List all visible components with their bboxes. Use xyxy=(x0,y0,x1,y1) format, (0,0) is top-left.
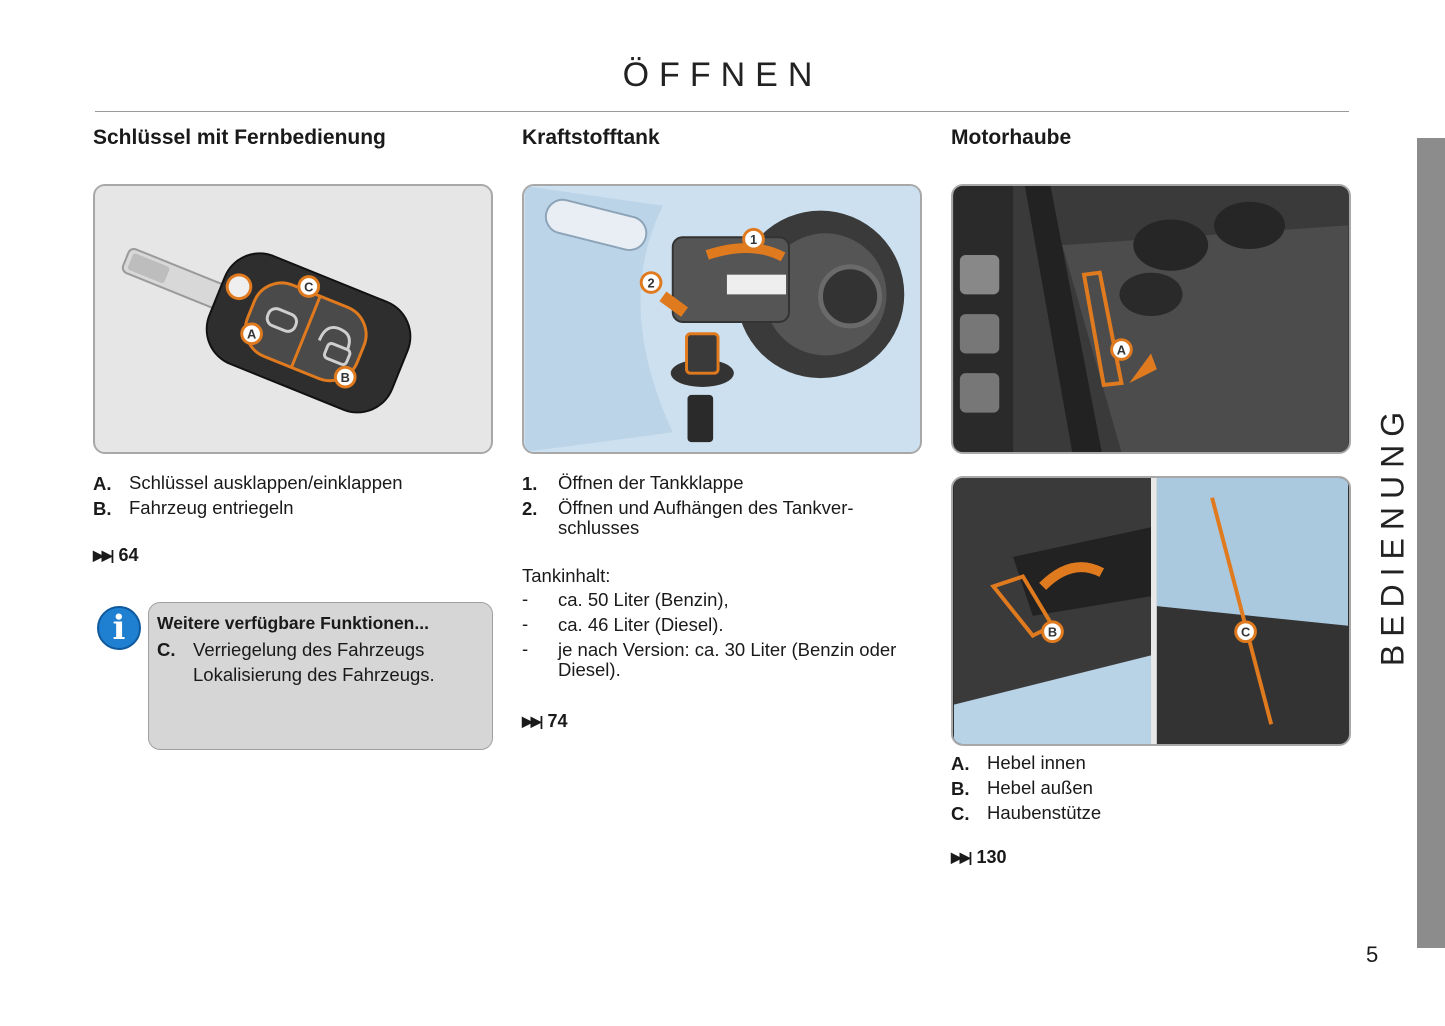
info-box xyxy=(148,602,493,750)
capacity-item: - ca. 46 Liter (Diesel). xyxy=(522,613,724,635)
capacity-title: Tankinhalt: xyxy=(522,565,611,586)
legend-item: C. Haubenstütze xyxy=(951,802,1102,824)
fast-forward-icon: ▶▶| xyxy=(522,713,542,729)
figure-hood-lever-inside xyxy=(951,184,1351,454)
figure-remote-key xyxy=(93,184,493,454)
legend-item: 2. Öffnen und Aufhängen des Tankver-schlusses xyxy=(522,497,854,538)
callout-b: B xyxy=(340,370,350,386)
capacity-item: - ca. 50 Liter (Benzin), xyxy=(522,588,729,610)
column-hood xyxy=(951,126,1353,640)
info-item: C. Verriegelung des Fahrzeugs xyxy=(157,639,425,660)
title-divider xyxy=(95,111,1349,112)
column-fuel xyxy=(522,126,924,291)
page-reference-fuel[interactable]: ▶▶| 74 xyxy=(522,711,568,731)
page-number: 5 xyxy=(1366,942,1379,967)
section-heading-key: Schlüssel mit Fernbedienung xyxy=(93,126,386,149)
callout-b: B xyxy=(1047,624,1058,640)
side-label: BEDIENUNG xyxy=(1374,403,1411,667)
callout-a: A xyxy=(1116,342,1127,358)
legend-item: 1. Öffnen der Tankklappe xyxy=(522,472,744,494)
capacity-item: - je nach Version: ca. 30 Liter (Benzin oder Diesel). xyxy=(522,638,897,680)
info-icon: i xyxy=(97,606,141,650)
page-reference-key[interactable]: ▶▶| 64 xyxy=(93,545,139,565)
legend-hood xyxy=(951,751,1351,826)
column-key xyxy=(93,126,495,386)
legend-key xyxy=(93,471,493,521)
fuel-capacity xyxy=(522,563,924,683)
section-heading-fuel: Kraftstofftank xyxy=(522,126,660,149)
section-heading-hood: Motorhaube xyxy=(951,126,1072,149)
figure-hood-lever-outside xyxy=(951,476,1351,746)
legend-item: B. Fahrzeug entriegeln xyxy=(93,497,294,519)
legend-item: B. Hebel außen xyxy=(951,777,1093,799)
legend-item: A. Schlüssel ausklappen/einklappen xyxy=(93,472,403,494)
figure-fuel-flap xyxy=(522,184,922,454)
legend-fuel xyxy=(522,471,924,538)
callout-c: C xyxy=(304,279,314,295)
fast-forward-icon: ▶▶| xyxy=(93,547,113,563)
callout-2: 2 xyxy=(647,275,655,291)
callout-1: 1 xyxy=(749,232,758,248)
fast-forward-icon: ▶▶| xyxy=(951,849,971,865)
callout-a: A xyxy=(246,326,257,342)
side-tab xyxy=(1417,138,1445,948)
callout-c: C xyxy=(1240,624,1251,640)
info-title: Weitere verfügbare Funktionen... xyxy=(157,613,429,633)
legend-item: A. Hebel innen xyxy=(951,752,1086,774)
page-title: ÖFFNEN xyxy=(622,56,823,94)
info-item-continued: Lokalisierung des Fahrzeugs. xyxy=(193,664,435,685)
page-reference-hood[interactable]: ▶▶| 130 xyxy=(951,847,1007,867)
